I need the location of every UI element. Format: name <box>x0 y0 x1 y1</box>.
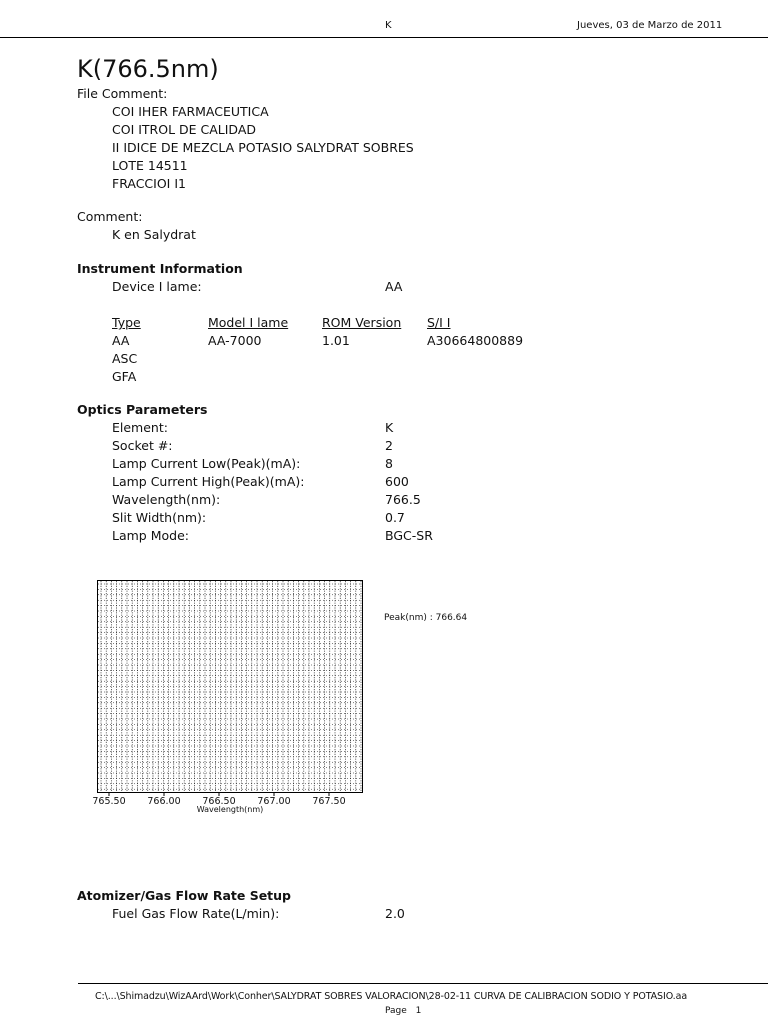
optics-param-value: K <box>385 420 394 435</box>
optics-param-value: 766.5 <box>385 492 421 507</box>
optics-param-value: 600 <box>385 474 409 489</box>
file-comment-line: FRACCIOI I1 <box>112 176 186 191</box>
instrument-row-rom: 1.01 <box>322 333 350 348</box>
page-title: K(766.5nm) <box>77 55 219 83</box>
instrument-row-type: GFA <box>112 369 137 384</box>
chart-x-tick-label: 767.50 <box>312 796 346 807</box>
chart-x-label: Wavelength(nm) <box>196 805 264 814</box>
instrument-row-model: AA-7000 <box>208 333 262 348</box>
optics-param-label: Lamp Current Low(Peak)(mA): <box>112 456 301 471</box>
footer-page-number: 1 <box>415 1006 422 1016</box>
file-comment-line: COI IHER FARMACEUTICA <box>112 104 269 119</box>
optics-heading: Optics Parameters <box>77 402 208 417</box>
file-comment-line: COI ITROL DE CALIDAD <box>112 122 257 137</box>
header-rule <box>0 37 768 38</box>
footer-rule <box>78 983 768 984</box>
instrument-row-sn: A30664800889 <box>427 333 524 348</box>
header-element: K <box>385 20 392 31</box>
device-name-value: AA <box>385 279 403 294</box>
atomizer-param-label: Fuel Gas Flow Rate(L/min): <box>112 906 280 921</box>
optics-param-label: Lamp Mode: <box>112 528 189 543</box>
col-header-model: Model I lame <box>208 315 289 330</box>
comment-label: Comment: <box>77 209 143 224</box>
footer-path: C:\...\Shimadzu\WizAArd\Work\Conher\SALYDRAT SOBRES VALORACION\28-02-11 CURVA DE CALIBRACION SODIO Y POTASIO.aa <box>95 991 688 1002</box>
instrument-row-type: AA <box>112 333 130 348</box>
file-comment-label: File Comment: <box>77 86 168 101</box>
footer-page <box>385 1006 421 1016</box>
file-comment-line: II IDICE DE MEZCLA POTASIO SALYDRAT SOBRES <box>112 140 414 155</box>
wavelength-chart <box>92 580 363 814</box>
chart-x-tick-label: 766.50 <box>202 796 236 807</box>
optics-param-value: BGC-SR <box>385 528 433 543</box>
device-name-label: Device I lame: <box>112 279 202 294</box>
col-header-sn: S/I I <box>427 315 451 330</box>
col-header-type: Type <box>112 315 141 330</box>
file-comment-line: LOTE 14511 <box>112 158 188 173</box>
chart-x-tick-label: 765.50 <box>92 796 126 807</box>
instrument-heading: Instrument Information <box>77 261 243 276</box>
optics-param-label: Slit Width(nm): <box>112 510 207 525</box>
optics-param-value: 0.7 <box>385 510 405 525</box>
optics-param-label: Lamp Current High(Peak)(mA): <box>112 474 305 489</box>
atomizer-heading: Atomizer/Gas Flow Rate Setup <box>77 888 291 903</box>
chart-x-tick-label: 767.00 <box>257 796 291 807</box>
atomizer-param-value: 2.0 <box>385 906 405 921</box>
peak-annotation: Peak(nm) : 766.64 <box>384 613 468 623</box>
optics-param-value: 2 <box>385 438 393 453</box>
optics-param-value: 8 <box>385 456 393 471</box>
optics-param-label: Wavelength(nm): <box>112 492 221 507</box>
comment-text: K en Salydrat <box>112 227 196 242</box>
optics-param-label: Element: <box>112 420 168 435</box>
footer-page-label: Page <box>385 1006 407 1016</box>
optics-param-label: Socket #: <box>112 438 173 453</box>
instrument-row-type: ASC <box>112 351 138 366</box>
col-header-rom: ROM Version <box>322 315 402 330</box>
header-date: Jueves, 03 de Marzo de 2011 <box>577 20 723 31</box>
chart-x-tick-label: 766.00 <box>147 796 181 807</box>
wavelength-chart-svg <box>92 580 363 814</box>
